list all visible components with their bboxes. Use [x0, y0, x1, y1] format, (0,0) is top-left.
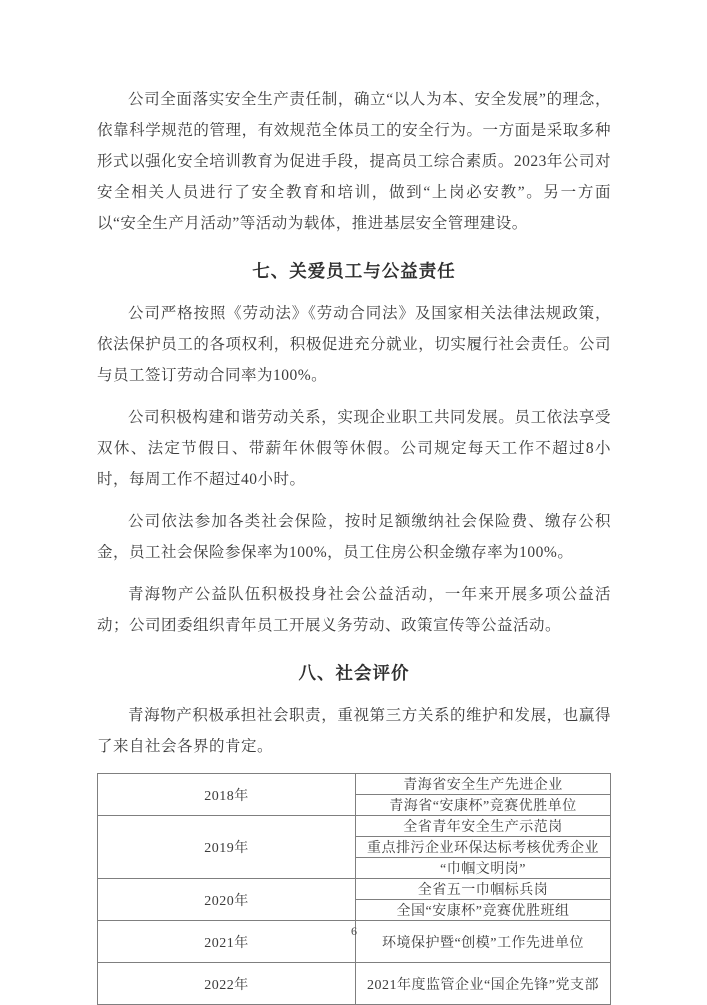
awards-table-row [98, 879, 611, 900]
award-name-cell: “巾帼文明岗” [356, 858, 611, 879]
award-name-cell: 重点排污企业环保达标考核优秀企业 [356, 837, 611, 858]
award-year-cell: 2019年 [98, 816, 356, 879]
award-name-cell: 青海省安全生产先进企业 [356, 774, 611, 795]
labor-law-paragraph: 公司严格按照《劳动法》《劳动合同法》及国家相关法律法规政策，依法保护员工的各项权利，积极促进充分就业，切实履行社会责任。公司与员工签订劳动合同率为100%。 [97, 305, 611, 384]
award-name-cell: 全国“安康杯”竞赛优胜班组 [356, 900, 611, 921]
section-heading-social-evaluation: 八、社会评价 [298, 663, 410, 683]
public-welfare-paragraph: 青海物产公益队伍积极投身社会公益活动，一年来开展多项公益活动；公司团委组织青年员工开展义务劳动、政策宣传等公益活动。 [97, 586, 611, 634]
award-year-cell: 2020年 [98, 879, 356, 921]
awards-table-row [98, 774, 611, 795]
award-name-cell: 全省青年安全生产示范岗 [356, 816, 611, 837]
award-year-cell: 2022年 [98, 963, 356, 1005]
awards-table-row [98, 816, 611, 837]
awards-table-row [98, 963, 611, 1005]
award-name-cell: 青海省“安康杯”竞赛优胜单位 [356, 795, 611, 816]
labor-relations-paragraph: 公司积极构建和谐劳动关系，实现企业职工共同发展。员工依法享受双休、法定节假日、带薪年休假等休假。公司规定每天工作不超过8小时，每周工作不超过40小时。 [97, 409, 611, 488]
social-insurance-paragraph: 公司依法参加各类社会保险，按时足额缴纳社会保险费、缴存公积金，员工社会保险参保率为100%，员工住房公积金缴存率为100%。 [97, 513, 611, 561]
section-heading-employee-care: 七、关爱员工与公益责任 [252, 261, 456, 281]
safety-paragraph: 公司全面落实安全生产责任制，确立“以人为本、安全发展”的理念，依靠科学规范的管理，有效规范全体员工的安全行为。一方面是采取多种形式以强化安全培训教育为促进手段，提高员工综合素质。2023年公司对安全相关人员进行了安全教育和培训，做到“上岗必安教”。另一方面以“安全生产月活动”等活动为载体，推进基层安全管理建设。 [97, 91, 611, 232]
awards-table-body [98, 774, 611, 1005]
award-year-cell: 2018年 [98, 774, 356, 816]
award-name-cell: 2021年度监管企业“国企先锋”党支部 [356, 963, 611, 1005]
page-content [97, 0, 611, 1005]
page-number: 6 [351, 924, 357, 938]
award-name-cell: 环境保护暨“创模”工作先进单位 [356, 921, 611, 963]
award-name-cell: 全省五一巾帼标兵岗 [356, 879, 611, 900]
social-evaluation-paragraph: 青海物产积极承担社会职责，重视第三方关系的维护和发展，也赢得了来自社会各界的肯定。 [97, 707, 611, 755]
awards-table [97, 773, 611, 1005]
award-year-cell: 2021年 [98, 921, 356, 963]
